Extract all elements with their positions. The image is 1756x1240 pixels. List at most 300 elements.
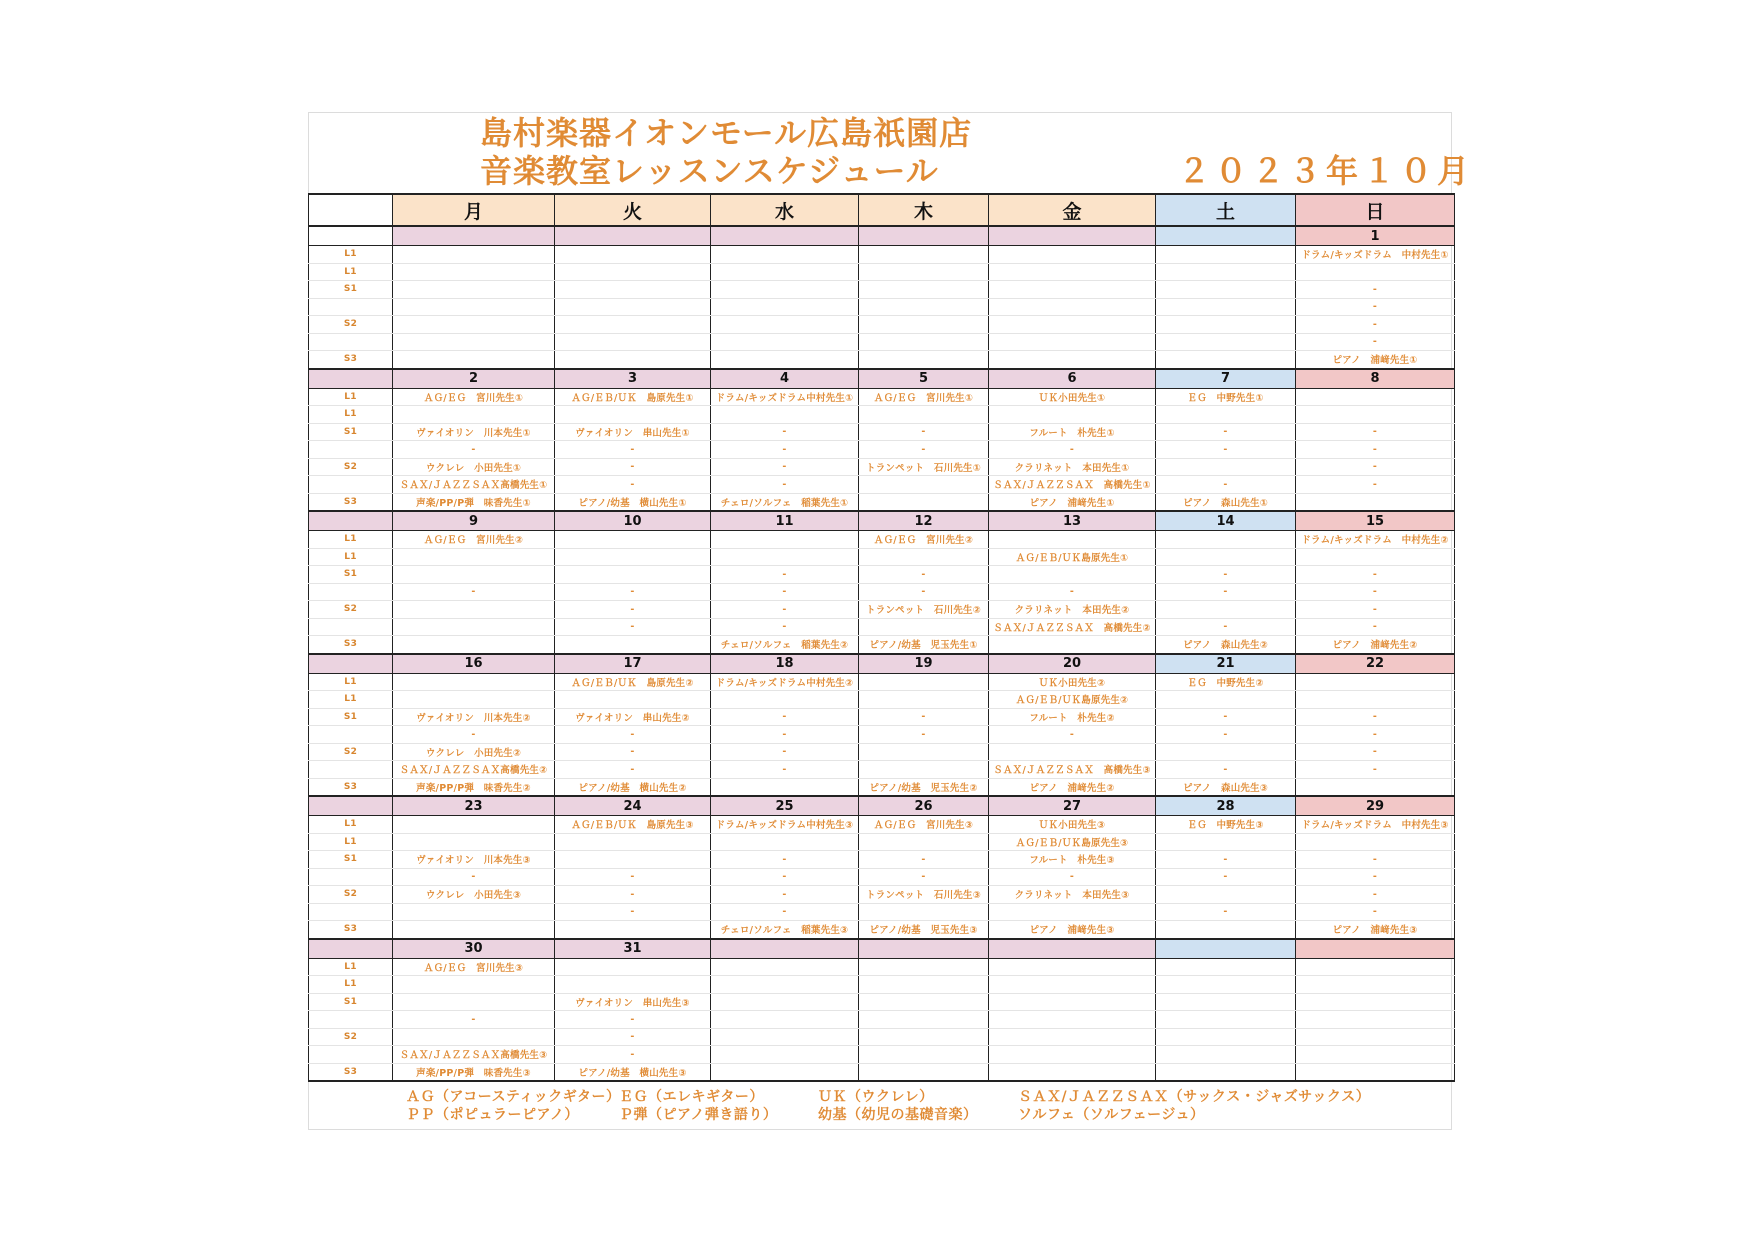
lesson-cell: - <box>711 868 859 886</box>
lesson-cell <box>393 816 555 834</box>
date-row-label <box>309 369 393 389</box>
lesson-cell: ピアノ 浦﨑先生③ <box>1296 921 1455 939</box>
date-row <box>309 511 1455 531</box>
lesson-cell <box>1156 263 1296 281</box>
lesson-cell <box>1296 263 1455 281</box>
slot-row <box>309 388 1455 406</box>
lesson-cell <box>1156 691 1296 709</box>
lesson-cell <box>859 761 989 779</box>
lesson-cell: ウクレレ 小田先生① <box>393 458 555 476</box>
lesson-cell <box>555 851 711 869</box>
slot-row <box>309 636 1455 654</box>
lesson-cell <box>989 281 1156 299</box>
lesson-cell: - <box>393 1011 555 1029</box>
lesson-cell: - <box>1296 333 1455 351</box>
lesson-cell <box>393 333 555 351</box>
date-cell: 30 <box>393 939 555 959</box>
lesson-cell: - <box>1296 423 1455 441</box>
lesson-cell <box>1156 548 1296 566</box>
slot-row <box>309 868 1455 886</box>
slot-label <box>309 761 393 779</box>
lesson-cell <box>859 493 989 511</box>
lesson-cell: クラリネット 本田先生③ <box>989 886 1156 904</box>
lesson-cell <box>859 1028 989 1046</box>
lesson-cell: - <box>1156 761 1296 779</box>
lesson-cell: - <box>1296 618 1455 636</box>
lesson-cell: - <box>1156 618 1296 636</box>
weekday-header: 日 <box>1296 194 1455 226</box>
lesson-cell <box>711 298 859 316</box>
date-cell <box>711 939 859 959</box>
lesson-cell: チェロ/ソルフェ 稲葉先生③ <box>711 921 859 939</box>
date-cell: 28 <box>1156 796 1296 816</box>
slot-label: L1 <box>309 246 393 264</box>
date-cell: 19 <box>859 654 989 674</box>
lesson-cell: - <box>555 743 711 761</box>
slot-label: L1 <box>309 673 393 691</box>
lesson-cell: ＡＧ/ＥＧ 宮川先生① <box>393 388 555 406</box>
lesson-cell <box>859 548 989 566</box>
lesson-cell: - <box>1156 726 1296 744</box>
lesson-cell: ドラム/キッズドラム中村先生① <box>711 388 859 406</box>
lesson-cell <box>393 976 555 994</box>
slot-row <box>309 458 1455 476</box>
lesson-cell: - <box>1296 868 1455 886</box>
lesson-cell: - <box>711 903 859 921</box>
date-cell <box>859 939 989 959</box>
date-cell: 21 <box>1156 654 1296 674</box>
lesson-cell: - <box>555 583 711 601</box>
date-cell: 6 <box>989 369 1156 389</box>
lesson-cell <box>393 903 555 921</box>
lesson-cell <box>711 1028 859 1046</box>
lesson-cell: ＵＫ小田先生① <box>989 388 1156 406</box>
slot-row <box>309 903 1455 921</box>
lesson-cell: - <box>555 868 711 886</box>
lesson-cell <box>393 1028 555 1046</box>
slot-row <box>309 958 1455 976</box>
lesson-cell <box>1156 1028 1296 1046</box>
legend-item: ＰＰ（ポピュラーピアノ） <box>406 1107 579 1123</box>
lesson-cell: - <box>1296 583 1455 601</box>
lesson-cell: ウクレレ 小田先生③ <box>393 886 555 904</box>
lesson-cell <box>1296 493 1455 511</box>
weekday-header: 木 <box>859 194 989 226</box>
lesson-cell <box>859 298 989 316</box>
date-cell: 31 <box>555 939 711 959</box>
lesson-cell: - <box>711 618 859 636</box>
lesson-cell: ＡＧ/ＥＢ/ＵＫ島原先生③ <box>989 833 1156 851</box>
lesson-cell <box>711 548 859 566</box>
lesson-cell <box>859 281 989 299</box>
lesson-cell <box>711 993 859 1011</box>
lesson-cell <box>989 263 1156 281</box>
slot-row <box>309 618 1455 636</box>
lesson-cell <box>711 333 859 351</box>
lesson-cell: - <box>859 851 989 869</box>
lesson-cell <box>711 316 859 334</box>
legend-item: ＡＧ（アコースティックギター） <box>406 1089 621 1105</box>
lesson-cell: ＳＡＸ/ＪＡＺＺＳＡＸ 高橋先生③ <box>989 761 1156 779</box>
lesson-cell: - <box>1296 441 1455 459</box>
lesson-cell <box>711 1063 859 1081</box>
lesson-cell: - <box>711 743 859 761</box>
slot-label <box>309 618 393 636</box>
lesson-cell <box>859 1063 989 1081</box>
lesson-cell: ヴァイオリン 川本先生② <box>393 708 555 726</box>
slot-label: S2 <box>309 886 393 904</box>
slot-label: S3 <box>309 636 393 654</box>
lesson-cell <box>1296 691 1455 709</box>
lesson-cell: - <box>711 476 859 494</box>
date-cell: 24 <box>555 796 711 816</box>
lesson-cell: ＡＧ/ＥＢ/ＵＫ島原先生② <box>989 691 1156 709</box>
slot-label: S2 <box>309 743 393 761</box>
lesson-cell: ピアノ/幼基 児玉先生③ <box>859 921 989 939</box>
slot-label: S1 <box>309 423 393 441</box>
lesson-cell <box>555 406 711 424</box>
date-row-label <box>309 654 393 674</box>
date-row <box>309 369 1455 389</box>
lesson-cell: - <box>1156 476 1296 494</box>
lesson-cell: ＡＧ/ＥＧ 宮川先生② <box>859 531 989 549</box>
lesson-cell <box>1296 1011 1455 1029</box>
lesson-cell: ピアノ 森山先生③ <box>1156 778 1296 796</box>
slot-row <box>309 246 1455 264</box>
slot-row <box>309 316 1455 334</box>
lesson-cell <box>1156 993 1296 1011</box>
lesson-cell: - <box>555 903 711 921</box>
lesson-cell <box>859 993 989 1011</box>
lesson-cell <box>989 566 1156 584</box>
lesson-cell <box>1296 388 1455 406</box>
date-cell <box>989 226 1156 246</box>
lesson-cell: - <box>711 441 859 459</box>
legend-item: ＥＧ（エレキギター） <box>619 1089 764 1105</box>
date-cell: 18 <box>711 654 859 674</box>
lesson-cell: - <box>859 708 989 726</box>
lesson-cell: - <box>1296 298 1455 316</box>
lesson-cell: ピアノ 浦﨑先生① <box>989 493 1156 511</box>
lesson-cell: ＳＡＸ/ＪＡＺＺＳＡＸ高橋先生① <box>393 476 555 494</box>
lesson-cell <box>1156 886 1296 904</box>
slot-label: L1 <box>309 976 393 994</box>
lesson-cell: 声楽/PP/P弾 味香先生③ <box>393 1063 555 1081</box>
weekday-header: 金 <box>989 194 1156 226</box>
lesson-cell <box>393 921 555 939</box>
date-cell: 4 <box>711 369 859 389</box>
lesson-cell: ピアノ 浦﨑先生① <box>1296 351 1455 369</box>
lesson-cell: ＡＧ/ＥＧ 宮川先生① <box>859 388 989 406</box>
weekday-header: 土 <box>1156 194 1296 226</box>
lesson-cell: - <box>711 851 859 869</box>
header-corner <box>309 194 393 226</box>
lesson-cell: - <box>1296 851 1455 869</box>
lesson-cell <box>989 1028 1156 1046</box>
lesson-cell: ＳＡＸ/ＪＡＺＺＳＡＸ高橋先生② <box>393 761 555 779</box>
date-cell: 12 <box>859 511 989 531</box>
lesson-cell: - <box>555 618 711 636</box>
lesson-cell <box>393 281 555 299</box>
lesson-cell <box>859 263 989 281</box>
lesson-cell: ＳＡＸ/ＪＡＺＺＳＡＸ 高橋先生② <box>989 618 1156 636</box>
slot-label: L1 <box>309 833 393 851</box>
slot-row <box>309 406 1455 424</box>
lesson-cell: - <box>859 583 989 601</box>
slot-label: L1 <box>309 406 393 424</box>
lesson-cell: - <box>711 458 859 476</box>
lesson-cell: - <box>1296 886 1455 904</box>
date-cell: 8 <box>1296 369 1455 389</box>
slot-label <box>309 726 393 744</box>
lesson-cell: ＳＡＸ/ＪＡＺＺＳＡＸ高橋先生③ <box>393 1046 555 1064</box>
lesson-cell <box>1296 958 1455 976</box>
lesson-cell: - <box>711 726 859 744</box>
lesson-cell <box>1156 921 1296 939</box>
lesson-cell <box>989 993 1156 1011</box>
lesson-cell <box>555 263 711 281</box>
lesson-cell: 声楽/PP/P弾 味香先生② <box>393 778 555 796</box>
lesson-cell <box>859 958 989 976</box>
slot-label: S3 <box>309 1063 393 1081</box>
lesson-cell <box>555 298 711 316</box>
slot-row <box>309 886 1455 904</box>
lesson-cell: ＥＧ 中野先生② <box>1156 673 1296 691</box>
lesson-cell: - <box>859 423 989 441</box>
date-cell: 7 <box>1156 369 1296 389</box>
date-cell: 20 <box>989 654 1156 674</box>
lesson-cell <box>1156 1063 1296 1081</box>
slot-row <box>309 691 1455 709</box>
date-cell <box>1156 226 1296 246</box>
lesson-cell <box>393 618 555 636</box>
lesson-cell <box>1296 1028 1455 1046</box>
lesson-cell: ドラム/キッズドラム 中村先生② <box>1296 531 1455 549</box>
slot-label <box>309 583 393 601</box>
slot-row <box>309 333 1455 351</box>
lesson-cell <box>989 1011 1156 1029</box>
lesson-cell <box>1156 351 1296 369</box>
lesson-cell <box>989 958 1156 976</box>
lesson-cell <box>711 778 859 796</box>
lesson-cell: トランペット 石川先生③ <box>859 886 989 904</box>
slot-label: S3 <box>309 493 393 511</box>
lesson-cell <box>555 281 711 299</box>
lesson-cell <box>711 531 859 549</box>
lesson-cell: ヴァイオリン 川本先生③ <box>393 851 555 869</box>
lesson-cell <box>555 531 711 549</box>
slot-label <box>309 1046 393 1064</box>
lesson-cell: - <box>555 458 711 476</box>
lesson-cell: - <box>555 441 711 459</box>
slot-label <box>309 333 393 351</box>
slot-label: S1 <box>309 708 393 726</box>
lesson-cell <box>555 548 711 566</box>
date-row <box>309 226 1455 246</box>
lesson-cell <box>859 903 989 921</box>
lesson-cell: - <box>1156 423 1296 441</box>
lesson-cell <box>555 566 711 584</box>
lesson-cell: クラリネット 本田先生② <box>989 601 1156 619</box>
date-row-label <box>309 939 393 959</box>
lesson-cell: - <box>711 566 859 584</box>
slot-label: L1 <box>309 531 393 549</box>
lesson-cell: ＵＫ小田先生② <box>989 673 1156 691</box>
slot-label: S3 <box>309 351 393 369</box>
slot-row <box>309 423 1455 441</box>
slot-row <box>309 601 1455 619</box>
lesson-cell <box>1296 406 1455 424</box>
slot-row <box>309 673 1455 691</box>
lesson-cell <box>859 1011 989 1029</box>
lesson-cell <box>393 263 555 281</box>
slot-label <box>309 1011 393 1029</box>
month-label: ２０２３年１０月 <box>1178 152 1475 190</box>
lesson-cell: ピアノ 浦﨑先生③ <box>989 921 1156 939</box>
date-cell: 2 <box>393 369 555 389</box>
date-cell <box>393 226 555 246</box>
date-cell <box>1296 939 1455 959</box>
date-cell: 29 <box>1296 796 1455 816</box>
lesson-cell <box>859 618 989 636</box>
slot-row <box>309 778 1455 796</box>
date-row <box>309 654 1455 674</box>
lesson-cell <box>555 976 711 994</box>
slot-row <box>309 816 1455 834</box>
lesson-cell: ヴァイオリン 串山先生② <box>555 708 711 726</box>
slot-row <box>309 281 1455 299</box>
lesson-cell: トランペット 石川先生① <box>859 458 989 476</box>
lesson-cell: ＳＡＸ/ＪＡＺＺＳＡＸ 高橋先生① <box>989 476 1156 494</box>
lesson-cell <box>859 976 989 994</box>
lesson-cell: - <box>989 441 1156 459</box>
lesson-cell: - <box>1156 708 1296 726</box>
slot-label: L1 <box>309 548 393 566</box>
lesson-cell: ドラム/キッズドラム中村先生③ <box>711 816 859 834</box>
lesson-cell: - <box>1296 476 1455 494</box>
slot-row <box>309 921 1455 939</box>
lesson-cell <box>989 976 1156 994</box>
slot-row <box>309 833 1455 851</box>
date-cell <box>555 226 711 246</box>
lesson-cell: トランペット 石川先生② <box>859 601 989 619</box>
lesson-cell: - <box>989 868 1156 886</box>
slot-label: S2 <box>309 458 393 476</box>
lesson-cell <box>1156 333 1296 351</box>
slot-row <box>309 1063 1455 1081</box>
date-cell: 3 <box>555 369 711 389</box>
slot-row <box>309 263 1455 281</box>
lesson-cell <box>555 636 711 654</box>
lesson-cell <box>1156 531 1296 549</box>
lesson-cell <box>1156 1011 1296 1029</box>
date-cell: 25 <box>711 796 859 816</box>
lesson-cell <box>1156 281 1296 299</box>
lesson-cell <box>1156 298 1296 316</box>
date-cell <box>1156 939 1296 959</box>
lesson-cell <box>555 833 711 851</box>
lesson-cell <box>393 601 555 619</box>
weekday-header-row <box>309 194 1455 226</box>
lesson-cell: - <box>1296 566 1455 584</box>
lesson-cell <box>393 316 555 334</box>
date-cell: 9 <box>393 511 555 531</box>
lesson-cell: - <box>555 1028 711 1046</box>
lesson-cell <box>1296 548 1455 566</box>
slot-label <box>309 441 393 459</box>
lesson-cell <box>859 833 989 851</box>
date-cell: 1 <box>1296 226 1455 246</box>
lesson-cell: ピアノ/幼基 横山先生② <box>555 778 711 796</box>
slot-row <box>309 351 1455 369</box>
lesson-cell <box>1296 673 1455 691</box>
lesson-cell: - <box>859 441 989 459</box>
slot-label: S1 <box>309 993 393 1011</box>
lesson-cell: ＡＧ/ＥＢ/ＵＫ島原先生① <box>989 548 1156 566</box>
date-row-label <box>309 511 393 531</box>
lesson-cell: - <box>1296 708 1455 726</box>
lesson-cell: - <box>555 1011 711 1029</box>
lesson-cell: - <box>1296 743 1455 761</box>
slot-row <box>309 1011 1455 1029</box>
lesson-cell <box>393 691 555 709</box>
lesson-cell <box>393 548 555 566</box>
lesson-cell <box>989 316 1156 334</box>
lesson-cell: チェロ/ソルフェ 稲葉先生② <box>711 636 859 654</box>
slot-row <box>309 993 1455 1011</box>
lesson-cell: - <box>711 423 859 441</box>
lesson-cell <box>555 691 711 709</box>
lesson-cell: - <box>859 566 989 584</box>
legend-item: ソルフェ（ソルフェージュ） <box>1018 1107 1205 1123</box>
weekday-header: 月 <box>393 194 555 226</box>
lesson-cell <box>859 351 989 369</box>
lesson-cell <box>859 673 989 691</box>
lesson-cell <box>1156 1046 1296 1064</box>
date-cell: 10 <box>555 511 711 531</box>
lesson-cell <box>859 406 989 424</box>
lesson-cell <box>1156 833 1296 851</box>
lesson-cell: ＥＧ 中野先生③ <box>1156 816 1296 834</box>
slot-row <box>309 298 1455 316</box>
slot-row <box>309 726 1455 744</box>
lesson-cell <box>1296 1046 1455 1064</box>
schedule-table <box>308 193 1455 1082</box>
lesson-cell <box>989 351 1156 369</box>
date-cell: 14 <box>1156 511 1296 531</box>
lesson-cell <box>1156 958 1296 976</box>
date-cell: 26 <box>859 796 989 816</box>
lesson-cell: - <box>555 726 711 744</box>
lesson-cell: ウクレレ 小田先生② <box>393 743 555 761</box>
slot-row <box>309 761 1455 779</box>
slot-label: L1 <box>309 691 393 709</box>
lesson-cell <box>1296 778 1455 796</box>
lesson-cell <box>1296 833 1455 851</box>
lesson-cell: - <box>1156 851 1296 869</box>
lesson-cell <box>711 281 859 299</box>
legend-item: ＳＡＸ/ＪＡＺＺＳＡＸ（サックス・ジャズサックス） <box>1018 1089 1371 1105</box>
lesson-cell <box>859 743 989 761</box>
lesson-cell: ピアノ 森山先生① <box>1156 493 1296 511</box>
slot-row <box>309 476 1455 494</box>
lesson-cell: ＡＧ/ＥＢ/ＵＫ 島原先生① <box>555 388 711 406</box>
date-row <box>309 939 1455 959</box>
date-cell: 13 <box>989 511 1156 531</box>
lesson-cell: - <box>1156 868 1296 886</box>
slot-label: S2 <box>309 1028 393 1046</box>
slot-row <box>309 493 1455 511</box>
